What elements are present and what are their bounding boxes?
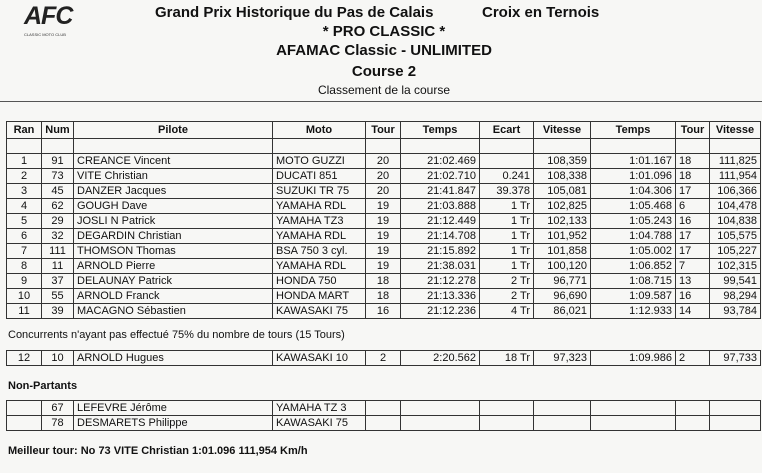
col-temps: Temps bbox=[401, 122, 480, 139]
cell-tour: 19 bbox=[366, 244, 401, 259]
cell-moto: KAWASAKI 10 bbox=[273, 351, 366, 366]
cell-tour: 20 bbox=[366, 154, 401, 169]
cell-moto: BSA 750 3 cyl. bbox=[273, 244, 366, 259]
cell-moto: YAMAHA RDL bbox=[273, 259, 366, 274]
cell-ran: 8 bbox=[7, 259, 42, 274]
cell-tour: 18 bbox=[366, 289, 401, 304]
race-title: Course 2 bbox=[351, 63, 417, 80]
cell-best-lap: 18 bbox=[676, 154, 710, 169]
cell-best-time: 1:05.002 bbox=[591, 244, 676, 259]
col-num: Num bbox=[42, 122, 74, 139]
cell-pilote: ARNOLD Pierre bbox=[74, 259, 273, 274]
cell-ecart: 2 Tr bbox=[480, 289, 534, 304]
cell-best-speed: 106,366 bbox=[710, 184, 761, 199]
cell-ran: 9 bbox=[7, 274, 42, 289]
cell-temps: 21:15.892 bbox=[401, 244, 480, 259]
cell-temps: 21:12.449 bbox=[401, 214, 480, 229]
cell-best-time: 1:12.933 bbox=[591, 304, 676, 319]
cell-vitesse: 101,952 bbox=[534, 229, 591, 244]
cell-best-speed bbox=[710, 416, 761, 431]
category-title: * PRO CLASSIC * bbox=[322, 23, 446, 40]
cell-temps: 21:02.469 bbox=[401, 154, 480, 169]
cell-best-speed: 93,784 bbox=[710, 304, 761, 319]
cell-best-lap: 17 bbox=[676, 184, 710, 199]
cell-temps: 21:02.710 bbox=[401, 169, 480, 184]
cell-moto: SUZUKI TR 75 bbox=[273, 184, 366, 199]
cell-best-time: 1:05.243 bbox=[591, 214, 676, 229]
cell-ecart: 4 Tr bbox=[480, 304, 534, 319]
results-row bbox=[7, 289, 761, 304]
col-best-speed: Vitesse bbox=[710, 122, 761, 139]
cell-ecart: 1 Tr bbox=[480, 214, 534, 229]
cell-num: 39 bbox=[42, 304, 74, 319]
cell-best-time: 1:01.096 bbox=[591, 169, 676, 184]
cell-ecart: 2 Tr bbox=[480, 274, 534, 289]
cell-num: 37 bbox=[42, 274, 74, 289]
cell-vitesse: 96,771 bbox=[534, 274, 591, 289]
cell-best-speed: 102,315 bbox=[710, 259, 761, 274]
cell-num: 67 bbox=[42, 401, 74, 416]
cell-tour: 20 bbox=[366, 169, 401, 184]
cell-num: 45 bbox=[42, 184, 74, 199]
cell-vitesse: 96,690 bbox=[534, 289, 591, 304]
cell-ecart: 1 Tr bbox=[480, 199, 534, 214]
cell-moto: YAMAHA TZ3 bbox=[273, 214, 366, 229]
cell-temps: 21:12.236 bbox=[401, 304, 480, 319]
results-row bbox=[7, 169, 761, 184]
cell-moto: YAMAHA TZ 3 bbox=[273, 401, 366, 416]
cell-moto: HONDA MART bbox=[273, 289, 366, 304]
cell-best-time: 1:09.986 bbox=[591, 351, 676, 366]
cell-best-lap: 6 bbox=[676, 199, 710, 214]
cell-ran: 12 bbox=[7, 351, 42, 366]
cell-ran: 11 bbox=[7, 304, 42, 319]
non-classified-body bbox=[7, 351, 761, 366]
cell-pilote: DANZER Jacques bbox=[74, 184, 273, 199]
afc-logo bbox=[24, 4, 90, 64]
col-tour: Tour bbox=[366, 122, 401, 139]
cell-ecart bbox=[480, 401, 534, 416]
cell-ecart: 1 Tr bbox=[480, 229, 534, 244]
results-row bbox=[7, 304, 761, 319]
cell-best-speed: 111,825 bbox=[710, 154, 761, 169]
header-divider bbox=[0, 101, 762, 102]
cell-pilote: CREANCE Vincent bbox=[74, 154, 273, 169]
event-venue: Croix en Ternois bbox=[482, 4, 600, 21]
cell-best-speed: 104,478 bbox=[710, 199, 761, 214]
results-row bbox=[7, 199, 761, 214]
cell-best-lap bbox=[676, 401, 710, 416]
non-partants-title: Non-Partants bbox=[8, 380, 78, 392]
cell-vitesse: 108,338 bbox=[534, 169, 591, 184]
cell-temps: 21:12.278 bbox=[401, 274, 480, 289]
non-partant-row bbox=[7, 401, 761, 416]
cell-best-lap: 17 bbox=[676, 244, 710, 259]
cell-best-time: 1:06.852 bbox=[591, 259, 676, 274]
non-classified-row bbox=[7, 351, 761, 366]
cell-tour: 19 bbox=[366, 259, 401, 274]
cell-temps: 21:41.847 bbox=[401, 184, 480, 199]
results-row bbox=[7, 154, 761, 169]
cell-tour: 2 bbox=[366, 351, 401, 366]
event-title: Grand Prix Historique du Pas de Calais bbox=[155, 4, 434, 21]
cell-pilote: DEGARDIN Christian bbox=[74, 229, 273, 244]
cell-ran: 2 bbox=[7, 169, 42, 184]
cell-temps bbox=[401, 401, 480, 416]
cell-vitesse: 102,133 bbox=[534, 214, 591, 229]
non-partants-table bbox=[6, 400, 761, 431]
cell-best-time: 1:04.306 bbox=[591, 184, 676, 199]
cell-temps: 21:03.888 bbox=[401, 199, 480, 214]
cell-num: 11 bbox=[42, 259, 74, 274]
results-table bbox=[6, 121, 761, 319]
cell-ran: 1 bbox=[7, 154, 42, 169]
cell-tour: 20 bbox=[366, 184, 401, 199]
cell-num: 73 bbox=[42, 169, 74, 184]
cell-temps: 21:38.031 bbox=[401, 259, 480, 274]
results-row bbox=[7, 214, 761, 229]
col-moto: Moto bbox=[273, 122, 366, 139]
cell-pilote: VITE Christian bbox=[74, 169, 273, 184]
cell-num: 111 bbox=[42, 244, 74, 259]
cell-tour: 16 bbox=[366, 304, 401, 319]
col-pilote: Pilote bbox=[74, 122, 273, 139]
cell-ecart bbox=[480, 416, 534, 431]
cell-vitesse bbox=[534, 416, 591, 431]
non-classified-table bbox=[6, 350, 761, 366]
classification-subtitle: Classement de la course bbox=[317, 83, 451, 97]
cell-best-time: 1:08.715 bbox=[591, 274, 676, 289]
col-best-lap: Tour bbox=[676, 122, 710, 139]
results-row bbox=[7, 244, 761, 259]
best-lap-summary: Meilleur tour: No 73 VITE Christian 1:01.096 111,954 Km/h bbox=[8, 445, 308, 457]
cell-best-speed: 104,838 bbox=[710, 214, 761, 229]
cell-best-lap: 17 bbox=[676, 229, 710, 244]
cell-best-speed: 105,227 bbox=[710, 244, 761, 259]
cell-moto: YAMAHA RDL bbox=[273, 199, 366, 214]
cell-temps: 21:13.336 bbox=[401, 289, 480, 304]
cell-best-speed: 105,575 bbox=[710, 229, 761, 244]
cell-vitesse: 105,081 bbox=[534, 184, 591, 199]
cell-moto: MOTO GUZZI bbox=[273, 154, 366, 169]
cell-best-speed bbox=[710, 401, 761, 416]
cell-ran: 4 bbox=[7, 199, 42, 214]
series-title: AFAMAC Classic - UNLIMITED bbox=[276, 42, 492, 59]
header-spacer bbox=[7, 139, 761, 154]
cell-pilote: DELAUNAY Patrick bbox=[74, 274, 273, 289]
cell-pilote: ARNOLD Hugues bbox=[74, 351, 273, 366]
cell-num: 78 bbox=[42, 416, 74, 431]
cell-tour bbox=[366, 416, 401, 431]
cell-num: 32 bbox=[42, 229, 74, 244]
results-body bbox=[7, 154, 761, 319]
cell-best-time: 1:09.587 bbox=[591, 289, 676, 304]
cell-ecart: 0.241 bbox=[480, 169, 534, 184]
results-row bbox=[7, 259, 761, 274]
cell-ran: 3 bbox=[7, 184, 42, 199]
cell-best-lap: 14 bbox=[676, 304, 710, 319]
cell-pilote: LEFEVRE Jérôme bbox=[74, 401, 273, 416]
cell-pilote: ARNOLD Franck bbox=[74, 289, 273, 304]
cell-num: 55 bbox=[42, 289, 74, 304]
cell-ecart: 18 Tr bbox=[480, 351, 534, 366]
logo-text: AFC bbox=[24, 2, 73, 30]
cell-temps: 21:14.708 bbox=[401, 229, 480, 244]
cell-vitesse: 108,359 bbox=[534, 154, 591, 169]
col-ecart: Ecart bbox=[480, 122, 534, 139]
cell-best-time: 1:05.468 bbox=[591, 199, 676, 214]
cell-vitesse bbox=[534, 401, 591, 416]
cell-ran: 10 bbox=[7, 289, 42, 304]
non-partant-row bbox=[7, 416, 761, 431]
cell-moto: KAWASAKI 75 bbox=[273, 416, 366, 431]
cell-temps bbox=[401, 416, 480, 431]
cell-ecart bbox=[480, 154, 534, 169]
cell-best-lap: 2 bbox=[676, 351, 710, 366]
cell-ecart: 39.378 bbox=[480, 184, 534, 199]
cell-best-lap: 16 bbox=[676, 289, 710, 304]
cell-tour: 18 bbox=[366, 274, 401, 289]
cell-best-speed: 98,294 bbox=[710, 289, 761, 304]
cell-temps: 2:20.562 bbox=[401, 351, 480, 366]
cell-num: 62 bbox=[42, 199, 74, 214]
results-row bbox=[7, 229, 761, 244]
results-row bbox=[7, 274, 761, 289]
cell-best-time: 1:01.167 bbox=[591, 154, 676, 169]
cell-vitesse: 97,323 bbox=[534, 351, 591, 366]
cell-best-time bbox=[591, 416, 676, 431]
cell-tour: 19 bbox=[366, 229, 401, 244]
cell-ran: 5 bbox=[7, 214, 42, 229]
cell-best-speed: 111,954 bbox=[710, 169, 761, 184]
cell-vitesse: 101,858 bbox=[534, 244, 591, 259]
cell-best-time: 1:04.788 bbox=[591, 229, 676, 244]
col-vitesse: Vitesse bbox=[534, 122, 591, 139]
cell-vitesse: 100,120 bbox=[534, 259, 591, 274]
cell-vitesse: 102,825 bbox=[534, 199, 591, 214]
cell-pilote: DESMARETS Philippe bbox=[74, 416, 273, 431]
cell-best-lap: 16 bbox=[676, 214, 710, 229]
cell-ran: 6 bbox=[7, 229, 42, 244]
logo-subtitle: CLASSIC MOTO CLUB bbox=[24, 32, 66, 37]
cell-num: 10 bbox=[42, 351, 74, 366]
cell-tour: 19 bbox=[366, 214, 401, 229]
non-classified-note: Concurrents n'ayant pas effectué 75% du nombre de tours (15 Tours) bbox=[8, 329, 345, 341]
cell-tour bbox=[366, 401, 401, 416]
cell-vitesse: 86,021 bbox=[534, 304, 591, 319]
col-ran: Ran bbox=[7, 122, 42, 139]
cell-tour: 19 bbox=[366, 199, 401, 214]
col-best-time: Temps bbox=[591, 122, 676, 139]
results-row bbox=[7, 184, 761, 199]
cell-best-lap: 18 bbox=[676, 169, 710, 184]
results-header-row bbox=[7, 122, 761, 139]
cell-pilote: JOSLI N Patrick bbox=[74, 214, 273, 229]
cell-pilote: GOUGH Dave bbox=[74, 199, 273, 214]
cell-moto: HONDA 750 bbox=[273, 274, 366, 289]
cell-pilote: THOMSON Thomas bbox=[74, 244, 273, 259]
cell-ecart: 1 Tr bbox=[480, 244, 534, 259]
cell-moto: KAWASAKI 75 bbox=[273, 304, 366, 319]
cell-ran bbox=[7, 401, 42, 416]
cell-moto: DUCATI 851 bbox=[273, 169, 366, 184]
cell-best-speed: 97,733 bbox=[710, 351, 761, 366]
cell-best-lap bbox=[676, 416, 710, 431]
cell-ecart: 1 Tr bbox=[480, 259, 534, 274]
cell-best-lap: 7 bbox=[676, 259, 710, 274]
cell-num: 91 bbox=[42, 154, 74, 169]
cell-ran bbox=[7, 416, 42, 431]
cell-num: 29 bbox=[42, 214, 74, 229]
cell-ran: 7 bbox=[7, 244, 42, 259]
non-partants-body bbox=[7, 401, 761, 431]
cell-best-lap: 13 bbox=[676, 274, 710, 289]
cell-moto: YAMAHA RDL bbox=[273, 229, 366, 244]
cell-best-time bbox=[591, 401, 676, 416]
cell-best-speed: 99,541 bbox=[710, 274, 761, 289]
cell-pilote: MACAGNO Sébastien bbox=[74, 304, 273, 319]
